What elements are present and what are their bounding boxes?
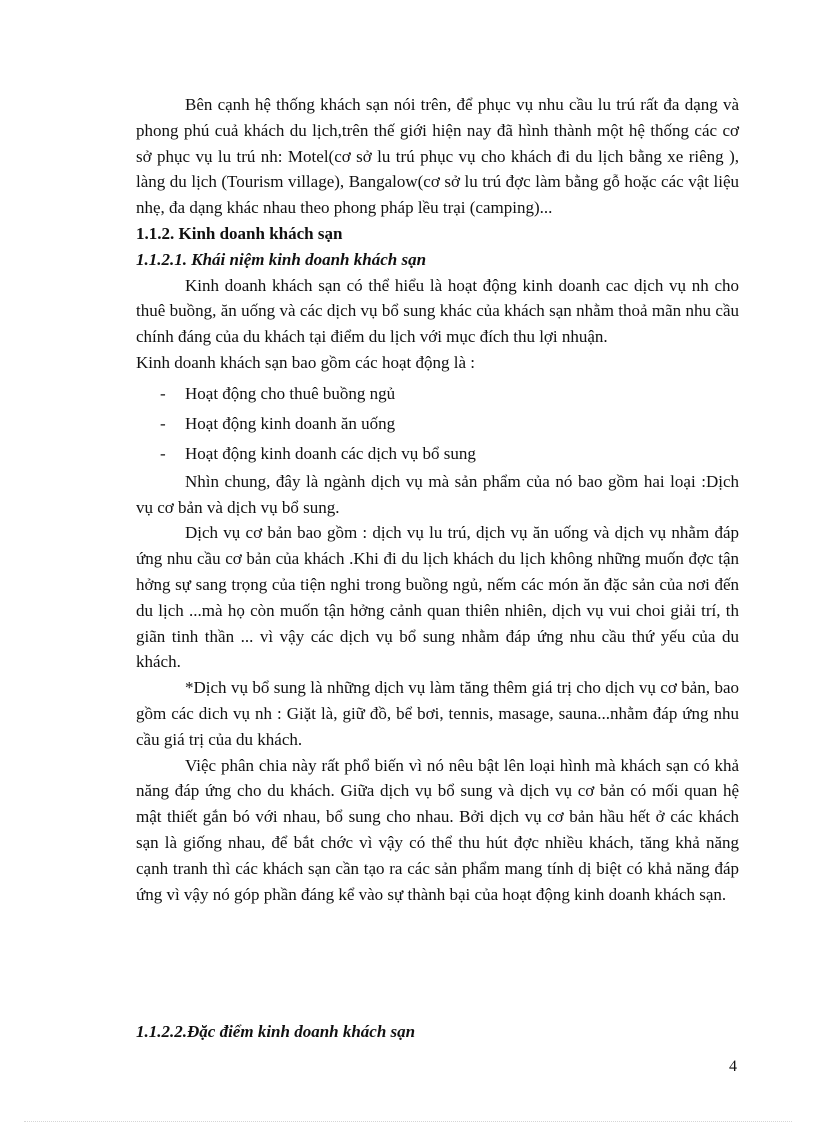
paragraph-concept-definition: Kinh doanh khách sạn có thể hiểu là hoạt động kinh doanh cac dịch vụ nh cho thuê buồng, ăn uống và các dịch vụ bổ sung khác của khách sạn nhằm thoả mãn nhu cầu chính đáng của du khách tại điểm du lịch với mục đích thu lợi nhuận. (136, 275, 739, 347)
page-number: 4 (729, 1058, 737, 1075)
heading-hotel-business: 1.1.2. Kinh doanh khách sạn (136, 223, 343, 243)
page-bottom-divider (24, 1121, 792, 1122)
list-item-text: Hoạt động kinh doanh các dịch vụ bổ sung (185, 443, 476, 463)
paragraph-accommodation-types: Bên cạnh hệ thống khách sạn nói trên, để phục vụ nhu cầu lu trú rất đa dạng và phong phú cuả khách du lịch,trên thế giới hiện nay đã hình thành một hệ thống các cơ sở phục vụ lu trú nh: Motel(cơ sở lu trú phục vụ cho khách đi du lịch bằng xe riêng ), làng du lịch (Tourism village), Bangalow(cơ sở lu trú đợc làm bằng gỗ hoặc các vật liệu nhẹ, đa dạng khác nhau theo phong pháp lều trại (camping)... (136, 95, 739, 218)
bullet-dash: - (160, 443, 166, 463)
list-item-text: Hoạt động cho thuê buồng ngủ (185, 383, 396, 403)
list-item (136, 379, 739, 409)
paragraph-activities-intro: Kinh doanh khách sạn bao gồm các hoạt động là : (136, 352, 475, 372)
bullet-dash: - (160, 383, 166, 403)
paragraph-classification: Việc phân chia này rất phổ biến vì nó nêu bật lên loại hình mà khách sạn có khả năng đáp ứng cho du khách. Giữa dịch vụ bổ sung và dịch vụ cơ bản có mối quan hệ mật thiết gắn bó với nhau, bổ sung cho nhau. Bởi dịch vụ cơ bản hầu hết ở các khách sạn là giống nhau, để bắt chớc vì vậy có thể thu hút đợc nhiều khách, tăng khả năng cạnh tranh thì các khách sạn cần tạo ra các sản phẩm mang tính dị biệt có khả năng đáp ứng vì vậy nó góp phần đáng kể vào sự thành bại của hoạt động kinh doanh khách sạn. (136, 755, 739, 904)
document-body (136, 92, 739, 907)
list-item (136, 439, 739, 469)
heading-hotel-business-concept: 1.1.2.1. Khái niệm kinh doanh khách sạn (136, 249, 427, 269)
paragraph-basic-services: Dịch vụ cơ bản bao gồm : dịch vụ lu trú, dịch vụ ăn uống và dịch vụ nhằm đáp ứng nhu cầu cơ bản của khách .Khi đi du lịch khách du lịch không những muốn đợc tận hởng sự sang trọng của tiện nghi trong buồng ngủ, nếm các món ăn đặc sản của nơi đến du lịch ...mà họ còn muốn tận hởng cảnh quan thiên nhiên, dịch vụ vui choi giải trí, th giãn tinh thần ... vì vậy các dịch vụ bổ sung nhằm đáp ứng nhu cầu thứ yếu của du khách. (136, 523, 739, 672)
heading-business-characteristics: 1.1.2.2.Đặc điểm kinh doanh khách sạn (136, 1022, 416, 1041)
paragraph-additional-services: *Dịch vụ bổ sung là những dịch vụ làm tăng thêm giá trị cho dịch vụ cơ bản, bao gồm các dich vụ nh : Giặt là, giữ đồ, bể bơi, tennis, masage, sauna...nhằm đáp ứng nhu cầu giá trị của du khách. (136, 678, 739, 749)
bullet-dash: - (160, 413, 166, 433)
paragraph-overview: Nhìn chung, đây là ngành dịch vụ mà sản phẩm của nó bao gồm hai loại :Dịch vụ cơ bản và dịch vụ bổ sung. (136, 471, 739, 517)
list-item (136, 409, 739, 439)
activities-list (136, 379, 739, 469)
list-item-text: Hoạt động kinh doanh ăn uống (185, 413, 396, 433)
